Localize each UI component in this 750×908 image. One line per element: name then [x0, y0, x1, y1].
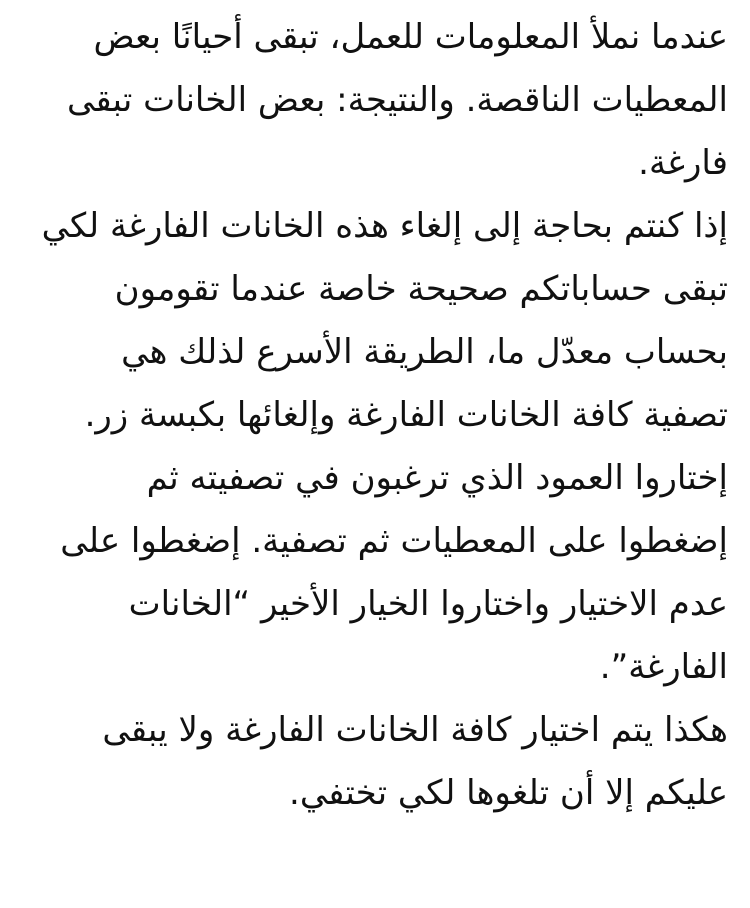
paragraph-filter-steps: إختاروا العمود الذي ترغبون في تصفيته ثم إضغطوا على المعطيات ثم تصفية. إضغطوا على عدم الاختيار واختاروا الخيار الأخير “الخانات الفارغة”.	[60, 458, 728, 687]
article-body	[38, 6, 728, 825]
paragraph-conclusion: هكذا يتم اختيار كافة الخانات الفارغة ولا يبقى عليكم إلا أن تلغوها لكي تختفي.	[102, 710, 728, 813]
paragraph-why-remove-blanks: إذا كنتم بحاجة إلى إلغاء هذه الخانات الفارغة لكي تبقى حساباتكم صحيحة خاصة عندما تقومون بحساب معدّل ما، الطريقة الأسرع لذلك هي تصفية كافة الخانات الفارغة وإلغائها بكبسة زر.	[41, 206, 728, 435]
paragraph-intro: عندما نملأ المعلومات للعمل، تبقى أحيانًا بعض المعطيات الناقصة. والنتيجة: بعض الخانات تبقى فارغة.	[67, 17, 728, 183]
